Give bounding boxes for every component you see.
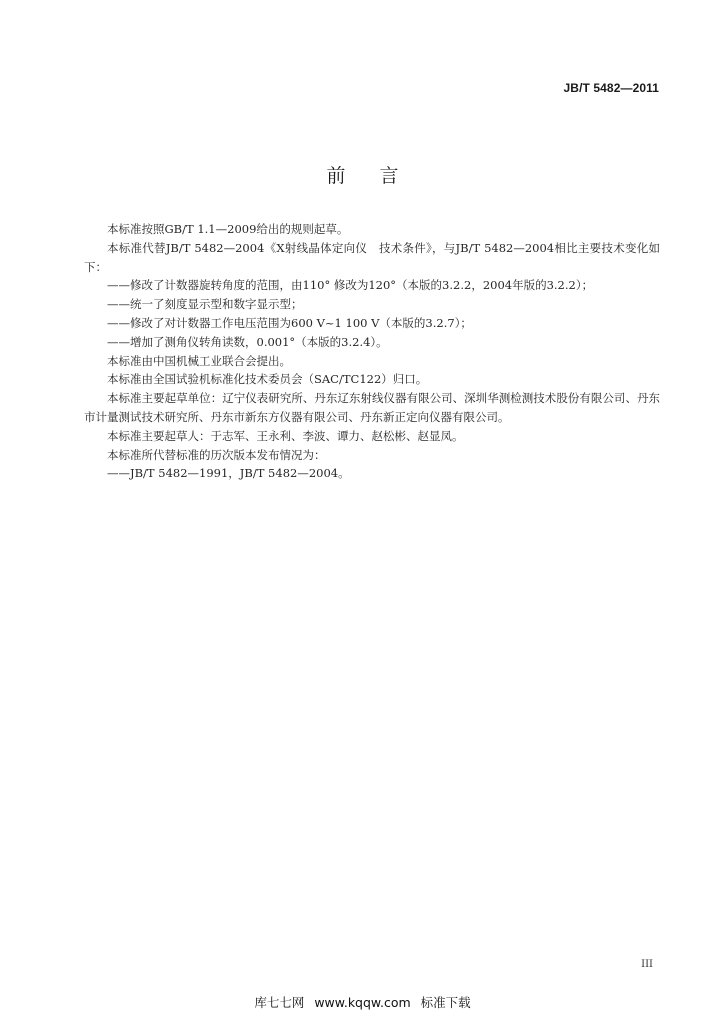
footer-watermark: 库七七网 www.kqqw.com 标准下载: [254, 995, 471, 1010]
paragraph-drafting-rules: 本标准按照GB/T 1.1—2009给出的规则起草。: [107, 222, 349, 236]
paragraph-under-jurisdiction: 本标准由全国试验机标准化技术委员会（SAC/TC122）归口。: [107, 372, 428, 387]
change-item: ——增加了测角仪转角读数，0.001°（本版的3.2.4）。: [107, 334, 388, 349]
previous-edition-item: ——JB/T 5482—1991，JB/T 5482—2004。: [107, 466, 350, 481]
title-char-1: 前: [326, 165, 346, 187]
paragraph-previous-editions: 本标准所代替标准的历次版本发布情况为：: [107, 447, 326, 462]
change-item: ——统一了刻度显示型和数字显示型；: [107, 297, 303, 312]
page-title: [0, 161, 725, 188]
title-char-2: 言: [379, 165, 399, 187]
paragraph-replaces: 本标准代替JB/T 5482—2004《X射线晶体定向仪 技术条件》，与JB/T 5482—2004相比主要技术变化如下：: [84, 240, 660, 274]
paragraph-proposed-by: 本标准由中国机械工业联合会提出。: [107, 353, 291, 368]
change-item: ——修改了对计数器工作电压范围为600 V~1 100 V（本版的3.2.7）；: [107, 315, 472, 330]
standard-code: JB/T 5482—2011: [563, 81, 659, 95]
document-body: [84, 220, 660, 483]
page-number: III: [641, 959, 653, 970]
paragraph-drafting-units: 本标准主要起草单位：辽宁仪表研究所、丹东辽东射线仪器有限公司、深圳华测检测技术股份有限公司、丹东市计量测试技术研究所、丹东市新东方仪器有限公司、丹东新正定向仪器有限公司。: [84, 391, 660, 424]
change-item: ——修改了计数器旋转角度的范围，由110° 修改为120°（本版的3.2.2，2004年版的3.2.2）；: [107, 278, 594, 293]
paragraph-drafters: 本标准主要起草人：于志军、王永利、李波、谭力、赵松彬、赵显凤。: [107, 428, 464, 443]
